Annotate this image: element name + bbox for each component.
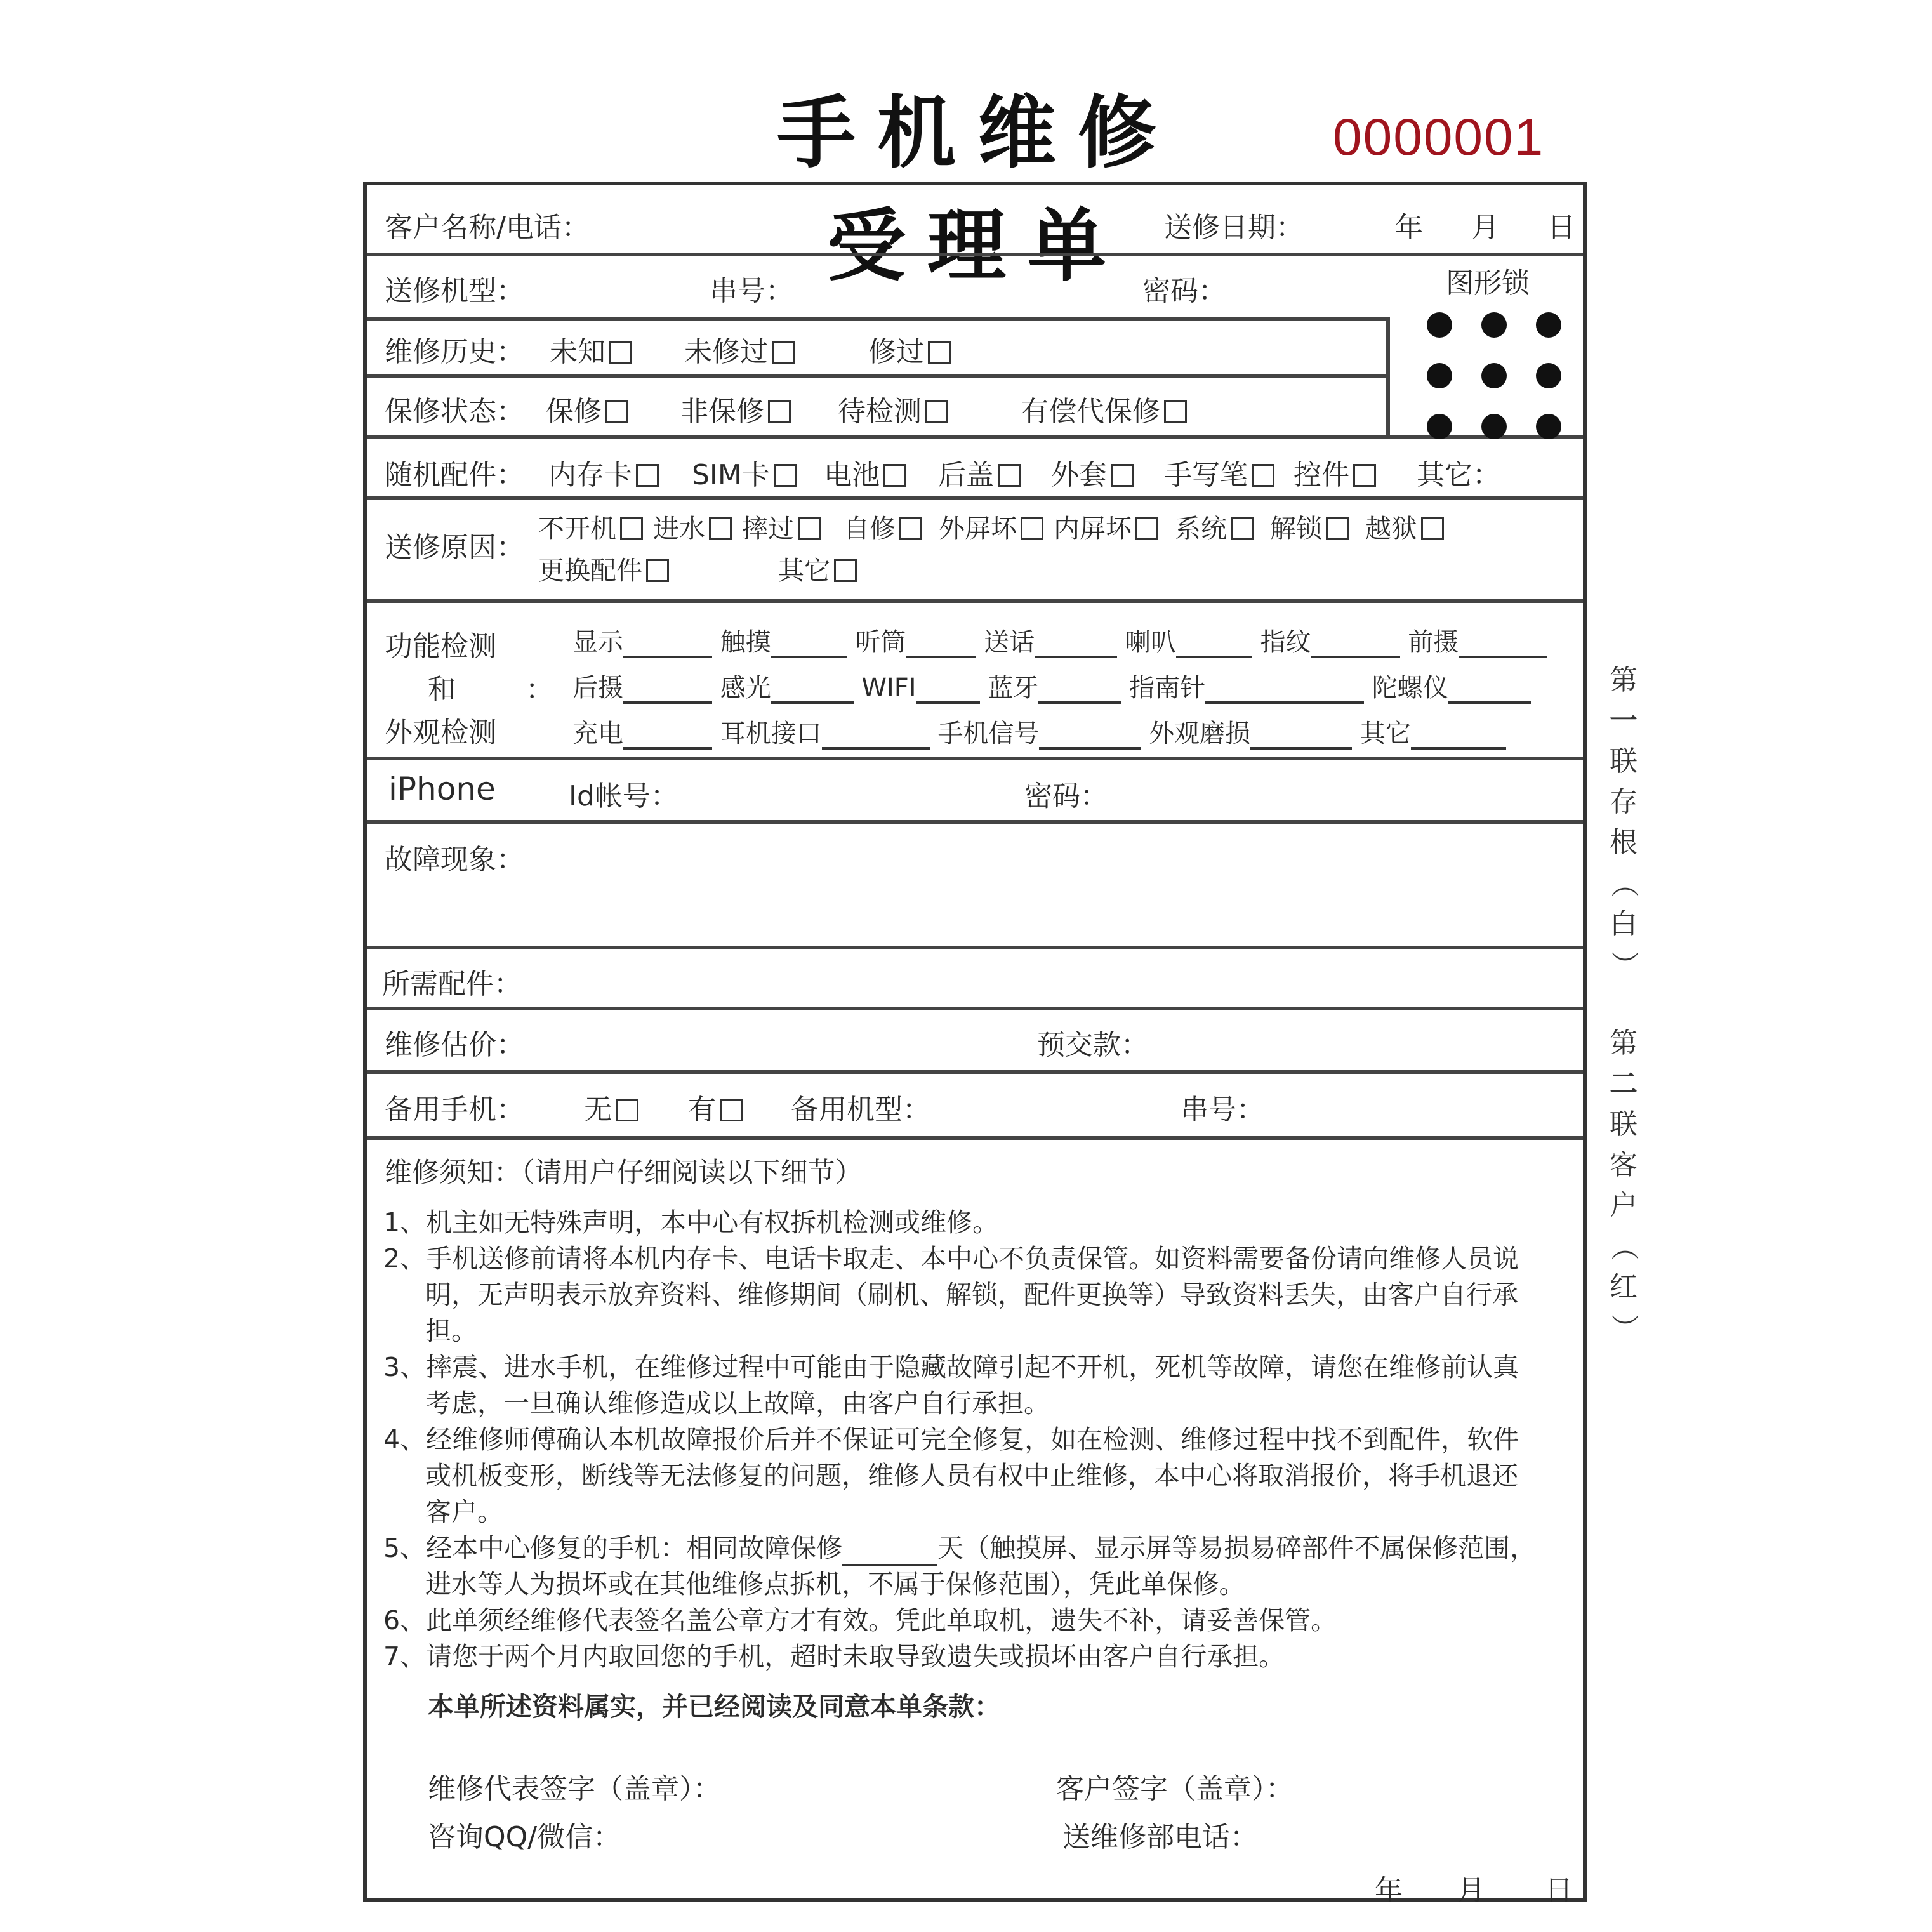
pattern-lock-label: 图形锁 — [1446, 267, 1530, 300]
deposit-label: 预交款： — [1037, 1029, 1149, 1061]
notice-item: 担。 — [425, 1316, 477, 1346]
customer-label: 客户名称/电话： — [385, 211, 590, 244]
checkbox[interactable] — [998, 464, 1021, 487]
year-label: 年 — [1395, 211, 1423, 244]
option-label: 解锁 — [1270, 513, 1322, 544]
spare-serial-label: 串号： — [1181, 1094, 1264, 1126]
checkbox[interactable] — [616, 1099, 638, 1121]
side-label-char: ） — [1608, 951, 1640, 979]
iphone-label: iPhone — [388, 771, 496, 807]
check-blank[interactable] — [771, 632, 847, 658]
inspection-colon: ： — [526, 673, 553, 706]
checkbox[interactable] — [925, 400, 948, 423]
check-blank[interactable] — [822, 723, 930, 750]
check-item: 后摄 — [572, 673, 623, 703]
side-label-char: ） — [1608, 1314, 1640, 1342]
accessory-option[interactable] — [548, 452, 663, 493]
pattern-dot[interactable] — [1536, 312, 1561, 338]
accessory-option[interactable] — [824, 452, 910, 493]
option-label: 外套 — [1051, 459, 1107, 491]
check-blank[interactable] — [1205, 677, 1364, 704]
notice-item: 3、摔震、进水手机，在维修过程中可能由于隐藏故障引起不开机，死机等故障，请您在维修前认真 — [383, 1352, 1519, 1382]
inspection-label-1: 功能检测 — [385, 630, 496, 663]
warranty-days-blank[interactable] — [842, 1544, 937, 1566]
spare-option-none[interactable] — [584, 1087, 642, 1127]
parts-label: 所需配件： — [382, 968, 522, 1000]
apple-id-password-label: 密码： — [1024, 780, 1108, 812]
inspection-row-1 — [572, 622, 1547, 658]
side-label-char: 存 — [1610, 786, 1638, 818]
option-label: 有 — [688, 1094, 716, 1126]
sign-day-label: 日 — [1545, 1874, 1573, 1907]
option-label: 非保修 — [680, 395, 764, 428]
serial-number: 0000001 — [1333, 109, 1545, 166]
divider — [367, 317, 1390, 321]
pattern-dot[interactable] — [1427, 312, 1452, 338]
copy-label-customer — [1604, 1023, 1643, 1348]
option-label: 控件 — [1294, 459, 1349, 491]
side-label-char: 二 — [1610, 1068, 1638, 1100]
check-blank[interactable] — [623, 677, 712, 704]
reason-option[interactable] — [1175, 513, 1257, 544]
reason-option[interactable] — [1270, 513, 1353, 544]
inspection-label-3: 外观检测 — [385, 717, 496, 749]
inspection-label-2: 和 — [428, 673, 456, 706]
spare-model-label: 备用机型： — [791, 1094, 930, 1126]
check-blank[interactable] — [1311, 632, 1400, 658]
checkbox[interactable] — [605, 400, 628, 423]
option-label: 手写笔 — [1164, 459, 1248, 491]
divider — [367, 1136, 1583, 1140]
option-label: 无 — [584, 1094, 612, 1126]
apple-id-label: Id帐号： — [569, 780, 678, 812]
notice-item-5 — [383, 1530, 1577, 1566]
check-blank[interactable] — [916, 677, 980, 704]
checkbox[interactable] — [1135, 517, 1158, 540]
accessory-option[interactable] — [1164, 452, 1278, 493]
warranty-option-in[interactable] — [546, 388, 632, 429]
sign-month-label: 月 — [1457, 1874, 1485, 1907]
pattern-dot[interactable] — [1536, 414, 1561, 439]
notice-item: 1、机主如无特殊声明，本中心有权拆机检测或维修。 — [383, 1207, 999, 1238]
notice-list — [383, 1205, 1577, 1675]
notice-item: 考虑，一旦确认维修造成以上故障，由客户自行承担。 — [425, 1388, 1050, 1419]
notice-item: 7、请您于两个月内取回您的手机，超时未取导致遗失或损坏由客户自行承担。 — [383, 1641, 1285, 1672]
divider — [367, 1070, 1583, 1074]
option-label: 系统 — [1175, 513, 1227, 544]
option-label: 有偿代保修 — [1021, 395, 1160, 428]
copy-label-stub — [1604, 660, 1643, 985]
divider — [367, 496, 1583, 500]
fault-label: 故障现象： — [385, 844, 524, 876]
check-item: 指南针 — [1129, 673, 1206, 703]
side-label-char: 第 — [1610, 1027, 1638, 1059]
reason-option[interactable] — [778, 550, 861, 587]
check-item: 外观磨损 — [1149, 719, 1251, 748]
checkbox[interactable] — [1111, 464, 1134, 487]
check-blank[interactable] — [1448, 677, 1531, 704]
warranty-option-out[interactable] — [680, 388, 795, 429]
reason-option[interactable] — [1365, 513, 1448, 544]
reason-label: 送修原因： — [385, 531, 524, 564]
spare-option-have[interactable] — [688, 1087, 746, 1127]
check-item: 耳机接口 — [720, 719, 822, 748]
notice-item: 4、经维修师傅确认本机故障报价后并不保证可完全修复，如在检测、维修过程中找不到配件，软件 — [383, 1424, 1519, 1455]
checkbox[interactable] — [1326, 517, 1349, 540]
accessory-other: 其它： — [1417, 459, 1500, 491]
inspection-row-3 — [572, 713, 1506, 750]
option-label: 更换配件 — [538, 555, 642, 586]
history-option-never[interactable] — [684, 329, 798, 369]
agreement-statement: 本单所述资料属实，并已经阅读及同意本单条款： — [428, 1691, 1000, 1722]
check-blank[interactable] — [1250, 723, 1352, 750]
check-item: 显示 — [572, 628, 623, 657]
option-label: 待检测 — [838, 395, 922, 428]
pattern-dot[interactable] — [1536, 363, 1561, 388]
check-item: 喇叭 — [1125, 628, 1176, 657]
check-blank[interactable] — [623, 632, 712, 658]
option-label: 越狱 — [1365, 513, 1417, 544]
reason-row-1 — [538, 508, 1448, 545]
option-label: 修过 — [868, 336, 924, 368]
option-label: 自修 — [844, 513, 896, 544]
notice-heading: 维修须知：（请用户仔细阅读以下细节） — [385, 1157, 863, 1189]
pattern-dot[interactable] — [1481, 312, 1507, 338]
check-blank[interactable] — [1038, 677, 1121, 704]
option-label: 后盖 — [938, 459, 994, 491]
checkbox[interactable] — [883, 464, 906, 487]
warranty-label: 保修状态： — [385, 395, 524, 428]
divider — [367, 946, 1583, 949]
divider — [367, 253, 1583, 256]
customer-signature-label: 客户签字（盖章）： — [1056, 1773, 1294, 1805]
divider — [367, 757, 1583, 760]
check-item: 充电 — [572, 719, 623, 748]
checkbox[interactable] — [928, 341, 951, 364]
option-label: SIM卡 — [692, 459, 770, 491]
check-blank[interactable] — [1411, 723, 1506, 750]
form-table — [363, 182, 1587, 1907]
notice-item: 明，无声明表示放弃资料、维修期间（刷机、解锁，配件更换等）导致资料丢失，由客户自行承 — [425, 1280, 1518, 1310]
pattern-dot[interactable] — [1481, 363, 1507, 388]
side-label-char: 一 — [1610, 705, 1638, 737]
side-label-char: 联 — [1610, 1108, 1638, 1141]
check-item: 感光 — [720, 673, 771, 703]
reason-option[interactable] — [538, 550, 673, 587]
accessory-option[interactable] — [938, 452, 1024, 493]
spare-label: 备用手机： — [385, 1094, 524, 1126]
check-blank[interactable] — [1176, 632, 1252, 658]
notice-item: 客户。 — [425, 1497, 503, 1527]
checkbox[interactable] — [774, 464, 797, 487]
option-label: 进水 — [653, 513, 705, 544]
side-label-char: 户 — [1610, 1189, 1638, 1222]
reason-option[interactable] — [1054, 513, 1162, 544]
dept-phone-label: 送维修部电话： — [1062, 1821, 1258, 1853]
password-label: 密码： — [1142, 275, 1226, 307]
option-label: 未知 — [550, 336, 605, 368]
checkbox[interactable] — [1164, 400, 1187, 423]
check-item: 陀螺仪 — [1372, 673, 1448, 703]
check-item: 听筒 — [855, 628, 906, 657]
imei-label: 串号： — [710, 275, 793, 307]
checkbox[interactable] — [899, 517, 922, 540]
check-blank[interactable] — [1039, 723, 1141, 750]
check-item: 前摄 — [1408, 628, 1459, 657]
page-title: 手机维修受理单 — [776, 87, 1178, 292]
checkbox[interactable] — [609, 341, 632, 364]
checkbox[interactable] — [720, 1099, 743, 1121]
check-item: WIFI — [861, 673, 916, 703]
side-label-char: 联 — [1610, 745, 1638, 777]
divider — [367, 599, 1583, 603]
divider — [367, 820, 1583, 824]
accessory-option[interactable] — [692, 452, 800, 493]
accessories-label: 随机配件： — [385, 459, 524, 491]
option-label: 内存卡 — [548, 459, 632, 491]
accessory-option[interactable] — [1294, 452, 1380, 493]
check-item: 其它 — [1360, 719, 1411, 748]
option-label: 保修 — [546, 395, 602, 428]
checkbox[interactable] — [636, 464, 659, 487]
pattern-dot[interactable] — [1427, 363, 1452, 388]
checkbox[interactable] — [1252, 464, 1274, 487]
checkbox[interactable] — [620, 517, 643, 540]
option-label: 电池 — [824, 459, 880, 491]
side-label-char: 第 — [1610, 664, 1638, 696]
check-item: 送话 — [984, 628, 1035, 657]
checkbox[interactable] — [1231, 517, 1254, 540]
checkbox[interactable] — [709, 517, 732, 540]
checkbox[interactable] — [834, 559, 857, 582]
side-label-char: （ — [1608, 870, 1640, 897]
check-blank[interactable] — [1459, 632, 1547, 658]
sign-year-label: 年 — [1375, 1874, 1403, 1907]
side-label-char: 红 — [1610, 1271, 1638, 1303]
side-label-char: （ — [1608, 1233, 1640, 1260]
check-blank[interactable] — [623, 723, 712, 750]
checkbox[interactable] — [1021, 517, 1043, 540]
option-label: 内屏坏 — [1054, 513, 1132, 544]
check-item: 手机信号 — [937, 719, 1040, 748]
notice-item: 或机板变形，断线等无法修复的问题，维修人员有权中止维修，本中心将取消报价，将手机退还 — [425, 1460, 1518, 1491]
pattern-dot[interactable] — [1481, 414, 1507, 439]
side-label-char: 根 — [1610, 826, 1638, 859]
reason-option[interactable] — [939, 513, 1047, 544]
notice-item: 2、手机送修前请将本机内存卡、电话卡取走、本中心不负责保管。如资料需要备份请向维修人员说 — [383, 1243, 1519, 1274]
checkbox[interactable] — [798, 517, 821, 540]
notice-text: 天（触摸屏、显示屏等易损易碎部件不属保修范围， — [937, 1533, 1537, 1563]
warranty-option-paid[interactable] — [1021, 388, 1191, 429]
notice-item: 进水等人为损坏或在其他维修点拆机，不属于保修范围），凭此单保修。 — [425, 1569, 1245, 1599]
divider — [367, 435, 1583, 439]
reason-option[interactable] — [538, 513, 647, 544]
checkbox[interactable] — [1353, 464, 1376, 487]
option-label: 其它 — [778, 555, 830, 586]
history-option-unknown[interactable] — [550, 329, 636, 369]
divider — [367, 1007, 1583, 1010]
inspection-row-2 — [572, 668, 1531, 704]
warranty-option-pending[interactable] — [838, 388, 952, 429]
accessory-option[interactable] — [1051, 452, 1137, 493]
check-blank[interactable] — [771, 677, 854, 704]
divider — [367, 374, 1390, 378]
notice-text: 5、经本中心修复的手机：相同故障保修 — [383, 1533, 843, 1563]
reason-option[interactable] — [742, 513, 824, 544]
reason-option[interactable] — [653, 513, 736, 544]
estimate-label: 维修估价： — [385, 1029, 524, 1061]
day-label: 日 — [1547, 211, 1575, 244]
option-label: 外屏坏 — [939, 513, 1017, 544]
rep-signature-label: 维修代表签字（盖章）： — [428, 1773, 721, 1805]
check-item: 指纹 — [1260, 628, 1311, 657]
model-label: 送修机型： — [385, 275, 524, 307]
side-label-char: 客 — [1610, 1149, 1638, 1181]
checkbox[interactable] — [646, 559, 669, 582]
month-label: 月 — [1471, 211, 1499, 244]
option-label: 摔过 — [742, 513, 794, 544]
history-label: 维修历史： — [385, 336, 524, 368]
option-label: 不开机 — [538, 513, 616, 544]
checkbox[interactable] — [1421, 517, 1444, 540]
divider — [1386, 317, 1390, 435]
side-label-char: 白 — [1610, 908, 1638, 940]
option-label: 未修过 — [684, 336, 768, 368]
check-item: 蓝牙 — [988, 673, 1039, 703]
checkbox[interactable] — [768, 400, 791, 423]
notice-item: 6、此单须经维修代表签名盖公章方才有效。凭此单取机，遗失不补，请妥善保管。 — [383, 1605, 1337, 1636]
history-option-repaired[interactable] — [868, 329, 955, 369]
pattern-dot[interactable] — [1427, 414, 1452, 439]
reason-option[interactable] — [844, 513, 926, 544]
check-item: 触摸 — [720, 628, 771, 657]
date-label: 送修日期： — [1164, 211, 1304, 244]
check-blank[interactable] — [1035, 632, 1117, 658]
qq-wechat-label: 咨询QQ/微信： — [428, 1821, 621, 1853]
check-blank[interactable] — [906, 632, 976, 658]
checkbox[interactable] — [772, 341, 795, 364]
